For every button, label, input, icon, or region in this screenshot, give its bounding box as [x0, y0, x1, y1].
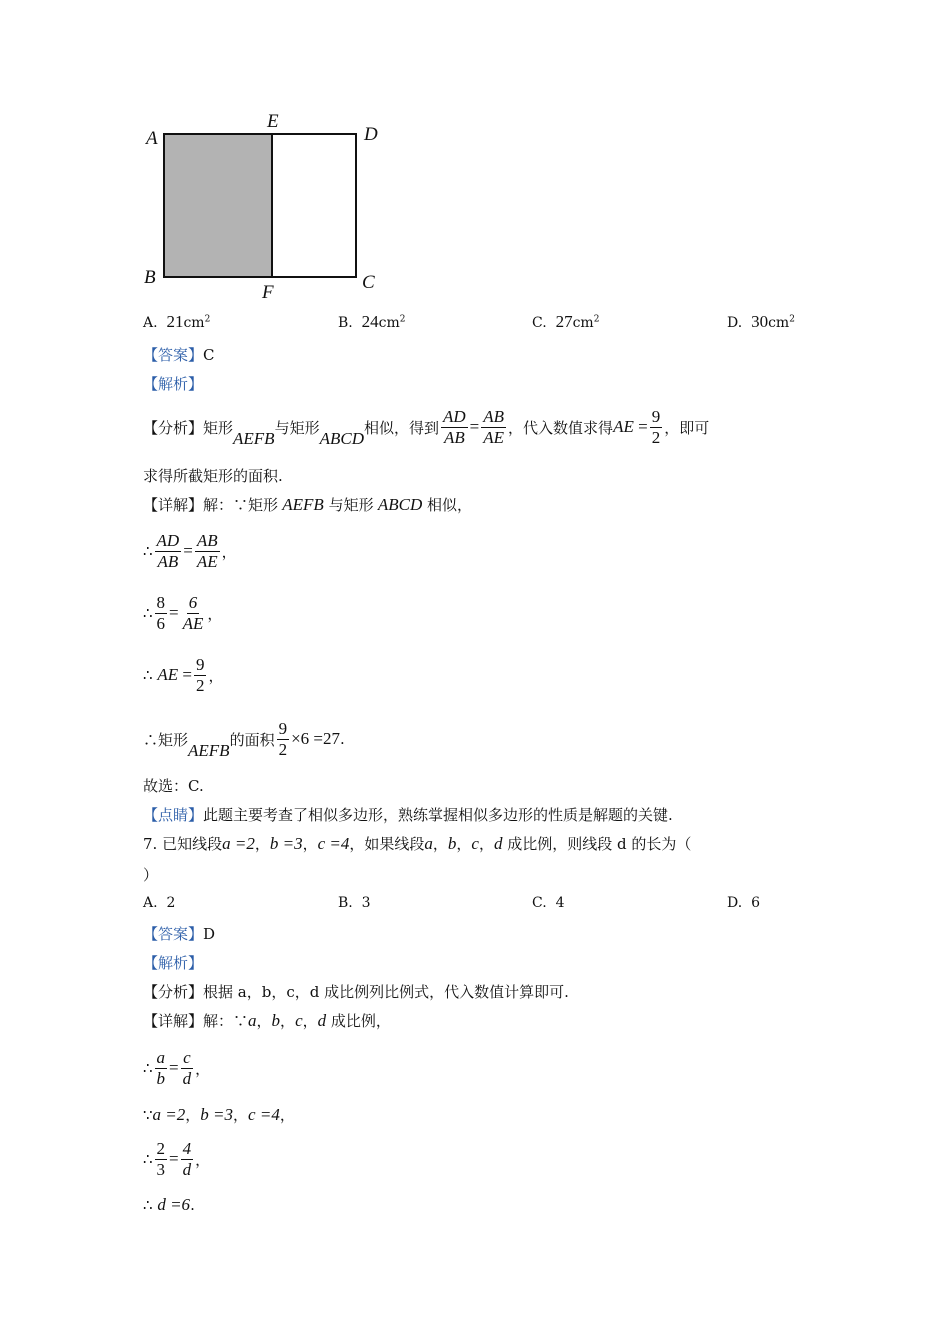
q7-step4: ∴ d =6 .: [143, 1195, 195, 1214]
label-d: D: [364, 124, 378, 145]
q6-fenxi: 【分析】 矩形 AEFB 与矩形 ABCD 相似，得到 $\frac{AD}{AB}$ = $\frac{AB}{AE}$ ，代入数值求得 AE = $\frac{9}{2}$ ，即可: [143, 406, 710, 448]
q7-option-d: D. 6: [727, 895, 761, 911]
q7-answer: 【答案】D: [143, 925, 216, 943]
label-b: B: [144, 267, 156, 288]
label-a: A: [146, 128, 158, 149]
q6-choose: 故选：C.: [143, 777, 204, 795]
q6-answer: 【答案】C: [143, 346, 215, 364]
q6-fenxi-line2: 求得所截矩形的面积.: [143, 467, 283, 485]
q6-option-b: B. $24cm^2$: [338, 312, 406, 331]
q7-option-c: C. 4: [532, 895, 565, 911]
q7-stem: 7. 已知线段 a =2 ， b =3 ， c =4 ，如果线段 a ， b ， c ， d 成比例，则线段 d 的长为（: [143, 833, 692, 853]
shaded-rectangle-aefb: [164, 134, 272, 277]
q6-step2: ∴ $\frac{8}{6}$ = $\frac{6}{AE}$ ，: [143, 592, 223, 633]
label-c: C: [362, 272, 375, 293]
q7-fenxi: 【分析】根据 a，b，c，d 成比例列比例式，代入数值计算即可.: [143, 983, 569, 1001]
q6-detail: 【详解】 解：∵矩形 AEFB 与矩形 ABCD 相似，: [143, 494, 473, 514]
q6-step4: ∴矩形 AEFB 的面积 $\frac{9}{2}$ ×6 =27 .: [143, 718, 345, 760]
q6-option-c: C. $27cm^2$: [532, 312, 600, 331]
q7-stem-close: ）: [143, 866, 159, 884]
q7-option-b: B. 3: [338, 895, 371, 911]
q7-analysis-tag: 【解析】: [143, 954, 204, 972]
rectangle-figure: [130, 108, 400, 308]
label-f: F: [262, 282, 274, 303]
fraction-9-2: $\frac{9}{2}$: [651, 406, 661, 447]
q7-step1: ∴ $\frac{a}{b}$ = $\frac{c}{d}$ ，: [143, 1047, 211, 1088]
q6-dianjing: 【点睛】此题主要考查了相似多边形，熟练掌握相似多边形的性质是解题的关键.: [143, 806, 673, 824]
q6-analysis-tag: 【解析】: [143, 375, 204, 393]
q7-option-a: A. 2: [143, 895, 176, 911]
q6-step1: ∴ $\frac{AD}{AB}$ = $\frac{AB}{AE}$ ，: [143, 530, 237, 571]
q6-option-d: D. $30cm^2$: [727, 312, 795, 331]
fraction-ab-ae: $\frac{AB}{AE}$: [483, 406, 505, 447]
q7-step2: ∵ a =2 ， b =3 ， c =4 ，: [143, 1104, 295, 1124]
q7-step3: ∴ $\frac{2}{3}$ = $\frac{4}{d}$ ，: [143, 1138, 211, 1179]
q6-step3: ∴ AE = $\frac{9}{2}$ ，: [143, 654, 224, 695]
label-e: E: [267, 111, 279, 132]
q7-detail: 【详解】 解：∵ a ， b ， c ， d 成比例，: [143, 1010, 391, 1030]
fraction-ad-ab: $\frac{AD}{AB}$: [443, 406, 466, 447]
q6-option-a: A. $21cm^2$: [143, 312, 211, 331]
